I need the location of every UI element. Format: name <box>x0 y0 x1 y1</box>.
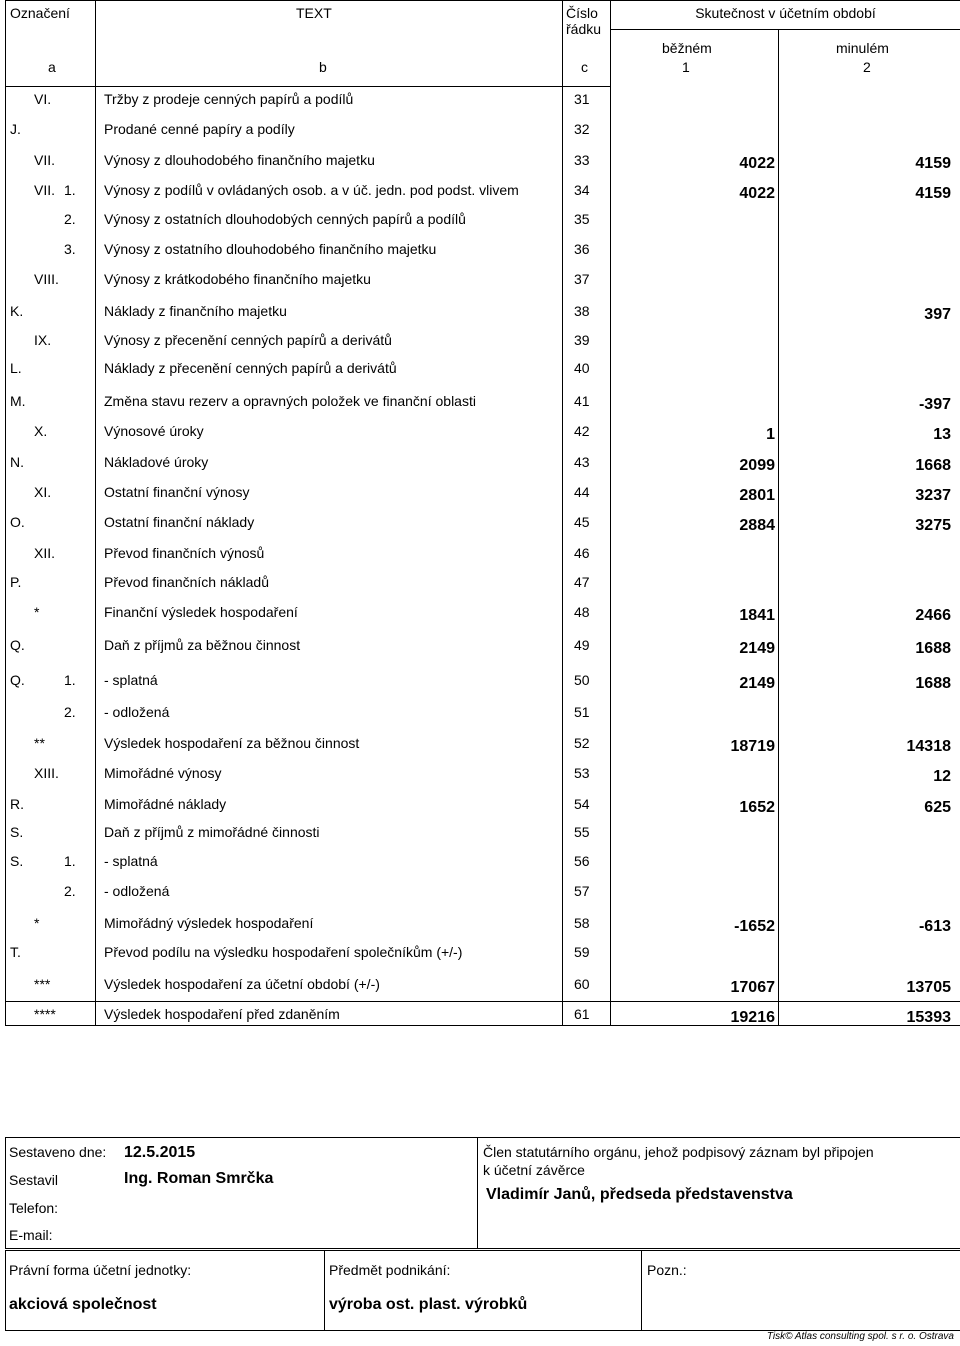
row-submark: 1. <box>64 182 76 198</box>
row-mark: M. <box>10 393 26 409</box>
row-mark: VI. <box>34 91 52 107</box>
member-label-2: k účetní závěrce <box>483 1162 585 1178</box>
header-c: c <box>581 59 588 75</box>
row-value-previous: 14318 <box>906 738 951 755</box>
author-label: Sestavil <box>9 1172 59 1188</box>
row-line-number: 37 <box>574 271 590 287</box>
row-text: Mimořádný výsledek hospodaření <box>104 915 314 931</box>
row-line-number: 34 <box>574 182 590 198</box>
row-mark: R. <box>10 796 24 812</box>
row-submark: 2. <box>64 883 76 899</box>
header-col-a: Označení <box>10 5 70 21</box>
row-value-previous: 3237 <box>915 487 951 504</box>
header-b: b <box>319 59 327 75</box>
row-mark: T. <box>10 944 21 960</box>
row-line-number: 48 <box>574 604 590 620</box>
row-value-current: 2149 <box>739 675 775 692</box>
row-value-previous: 4159 <box>915 185 951 202</box>
row-text: Tržby z prodeje cenných papírů a podílů <box>104 91 354 107</box>
legal-form-label: Právní forma účetní jednotky: <box>9 1262 192 1278</box>
row-submark: 3. <box>64 241 76 257</box>
row-value-previous: -397 <box>918 396 951 413</box>
row-text: Výnosy z dlouhodobého finančního majetku <box>104 152 375 168</box>
row-divider <box>6 1001 960 1002</box>
row-mark: XI. <box>34 484 52 500</box>
header-period: Skutečnost v účetním období <box>695 5 876 21</box>
row-mark: Q. <box>10 637 25 653</box>
row-value-previous: 12 <box>933 768 951 785</box>
row-text: - odložená <box>104 704 170 720</box>
header-divider <box>610 29 960 30</box>
row-line-number: 39 <box>574 332 590 348</box>
row-mark: X. <box>34 423 48 439</box>
row-text: - splatná <box>104 853 158 869</box>
member-name: Vladimír Janů, předseda představenstva <box>486 1186 793 1203</box>
business-box <box>324 1250 642 1331</box>
row-value-previous: 1688 <box>915 640 951 657</box>
row-value-previous: 3275 <box>915 517 951 534</box>
note-box <box>641 1250 960 1331</box>
row-line-number: 33 <box>574 152 590 168</box>
prepared-date: 12.5.2015 <box>124 1144 196 1161</box>
row-value-current: 2884 <box>739 517 775 534</box>
row-value-previous: 13705 <box>906 979 951 996</box>
column-divider <box>778 29 779 1025</box>
row-line-number: 50 <box>574 672 590 688</box>
row-text: Změna stavu rezerv a opravných položek ve finanční oblasti <box>104 393 476 409</box>
header-col-text: TEXT <box>296 5 332 21</box>
row-line-number: 47 <box>574 574 590 590</box>
row-mark: P. <box>10 574 22 590</box>
row-value-current: 1 <box>766 426 775 443</box>
row-line-number: 49 <box>574 637 590 653</box>
row-line-number: 46 <box>574 545 590 561</box>
header-n1: 1 <box>682 59 690 75</box>
row-value-current: 17067 <box>730 979 775 996</box>
row-text: Výnosy z krátkodobého finančního majetku <box>104 271 371 287</box>
business-value: výroba ost. plast. výrobků <box>329 1296 528 1313</box>
row-mark: * <box>34 915 40 931</box>
row-text: Ostatní finanční náklady <box>104 514 255 530</box>
column-divider <box>95 1 96 1025</box>
row-text: Výnosy z přecenění cenných papírů a derivátů <box>104 332 392 348</box>
row-value-previous: 13 <box>933 426 951 443</box>
row-mark: **** <box>34 1006 56 1022</box>
row-value-current: 2149 <box>739 640 775 657</box>
row-mark: ** <box>34 735 45 751</box>
row-submark: 2. <box>64 211 76 227</box>
row-text: - odložená <box>104 883 170 899</box>
row-line-number: 54 <box>574 796 590 812</box>
business-label: Předmět podnikání: <box>329 1262 451 1278</box>
row-mark: VII. <box>34 152 56 168</box>
row-mark: O. <box>10 514 25 530</box>
preparer-box <box>5 1137 478 1249</box>
row-value-previous: 2466 <box>915 607 951 624</box>
row-text: Nákladové úroky <box>104 454 209 470</box>
header-current: běžném <box>662 40 712 56</box>
print-footer: Tisk© Atlas consulting spol. s r. o. Ostrava <box>766 1331 954 1342</box>
row-mark: S. <box>10 824 24 840</box>
row-line-number: 59 <box>574 944 590 960</box>
row-text: Výnosy z ostatního dlouhodobého finančního majetku <box>104 241 437 257</box>
row-value-current: 2801 <box>739 487 775 504</box>
phone-label: Telefon: <box>9 1200 59 1216</box>
row-line-number: 52 <box>574 735 590 751</box>
row-line-number: 51 <box>574 704 590 720</box>
row-text: Ostatní finanční výnosy <box>104 484 250 500</box>
row-value-current: 1652 <box>739 799 775 816</box>
row-mark: XII. <box>34 545 56 561</box>
row-line-number: 42 <box>574 423 590 439</box>
row-value-previous: 397 <box>924 306 951 323</box>
row-text: Náklady z přecenění cenných papírů a derivátů <box>104 360 397 376</box>
row-text: Náklady z finančního majetku <box>104 303 287 319</box>
row-text: Prodané cenné papíry a podíly <box>104 121 295 137</box>
row-text: Výnosové úroky <box>104 423 204 439</box>
row-mark: N. <box>10 454 24 470</box>
row-line-number: 31 <box>574 91 590 107</box>
row-value-current: 2099 <box>739 457 775 474</box>
row-line-number: 43 <box>574 454 590 470</box>
row-value-previous: 1688 <box>915 675 951 692</box>
row-text: Daň z příjmů za běžnou činnost <box>104 637 301 653</box>
row-mark: IX. <box>34 332 52 348</box>
row-mark: L. <box>10 360 22 376</box>
row-text: - splatná <box>104 672 158 688</box>
header-previous: minulém <box>836 40 889 56</box>
column-divider <box>610 1 611 1025</box>
row-line-number: 55 <box>574 824 590 840</box>
row-value-current: 4022 <box>739 185 775 202</box>
row-text: Převod podílu na výsledku hospodaření společníkům (+/-) <box>104 944 463 960</box>
row-line-number: 57 <box>574 883 590 899</box>
row-line-number: 36 <box>574 241 590 257</box>
row-text: Převod finančních výnosů <box>104 545 265 561</box>
row-line-number: 60 <box>574 976 590 992</box>
row-value-current: 19216 <box>730 1009 775 1026</box>
header-col-line: Číslo řádku <box>566 5 602 37</box>
note-label: Pozn.: <box>647 1262 687 1278</box>
row-value-previous: 4159 <box>915 155 951 172</box>
row-value-current: 1841 <box>739 607 775 624</box>
row-text: Výsledek hospodaření za běžnou činnost <box>104 735 360 751</box>
prepared-label: Sestaveno dne: <box>9 1144 107 1160</box>
row-text: Výsledek hospodaření za účetní období (+/-) <box>104 976 380 992</box>
row-value-previous: 625 <box>924 799 951 816</box>
row-text: Převod finančních nákladů <box>104 574 269 590</box>
row-submark: 2. <box>64 704 76 720</box>
row-text: Výsledek hospodaření před zdaněním <box>104 1006 340 1022</box>
row-line-number: 40 <box>574 360 590 376</box>
row-line-number: 41 <box>574 393 590 409</box>
header-a: a <box>48 59 56 75</box>
row-divider <box>6 86 610 87</box>
row-value-current: 18719 <box>730 738 775 755</box>
row-line-number: 53 <box>574 765 590 781</box>
income-statement-table <box>5 0 960 1026</box>
row-value-previous: 1668 <box>915 457 951 474</box>
row-text: Mimořádné výnosy <box>104 765 222 781</box>
column-divider <box>562 1 563 1025</box>
row-text: Výnosy z ostatních dlouhodobých cenných papírů a podílů <box>104 211 466 227</box>
row-line-number: 44 <box>574 484 590 500</box>
email-label: E-mail: <box>9 1227 53 1243</box>
row-value-previous: -613 <box>918 918 951 935</box>
row-mark: K. <box>10 303 24 319</box>
statutory-member-box <box>477 1137 960 1249</box>
row-line-number: 61 <box>574 1006 590 1022</box>
row-mark: Q. <box>10 672 25 688</box>
member-label-1: Člen statutárního orgánu, jehož podpisový záznam byl připojen <box>483 1144 874 1160</box>
row-text: Finanční výsledek hospodaření <box>104 604 298 620</box>
legal-form-box <box>5 1250 325 1331</box>
row-mark: * <box>34 604 40 620</box>
row-mark: J. <box>10 121 21 137</box>
row-submark: 1. <box>64 672 76 688</box>
row-submark: 1. <box>64 853 76 869</box>
row-line-number: 35 <box>574 211 590 227</box>
row-mark: S. <box>10 853 24 869</box>
row-value-current: -1652 <box>734 918 775 935</box>
row-value-current: 4022 <box>739 155 775 172</box>
row-text: Daň z příjmů z mimořádné činnosti <box>104 824 320 840</box>
row-line-number: 56 <box>574 853 590 869</box>
row-value-previous: 15393 <box>906 1009 951 1026</box>
author-name: Ing. Roman Smrčka <box>124 1170 274 1187</box>
row-mark: VII. <box>34 182 56 198</box>
row-mark: VIII. <box>34 271 59 287</box>
row-line-number: 32 <box>574 121 590 137</box>
row-line-number: 45 <box>574 514 590 530</box>
legal-form-value: akciová společnost <box>9 1296 157 1313</box>
row-mark: XIII. <box>34 765 59 781</box>
header-n2: 2 <box>863 59 871 75</box>
row-text: Mimořádné náklady <box>104 796 227 812</box>
row-line-number: 38 <box>574 303 590 319</box>
row-line-number: 58 <box>574 915 590 931</box>
row-text: Výnosy z podílů v ovládaných osob. a v úč. jedn. pod podst. vlivem <box>104 182 519 198</box>
row-mark: *** <box>34 976 51 992</box>
